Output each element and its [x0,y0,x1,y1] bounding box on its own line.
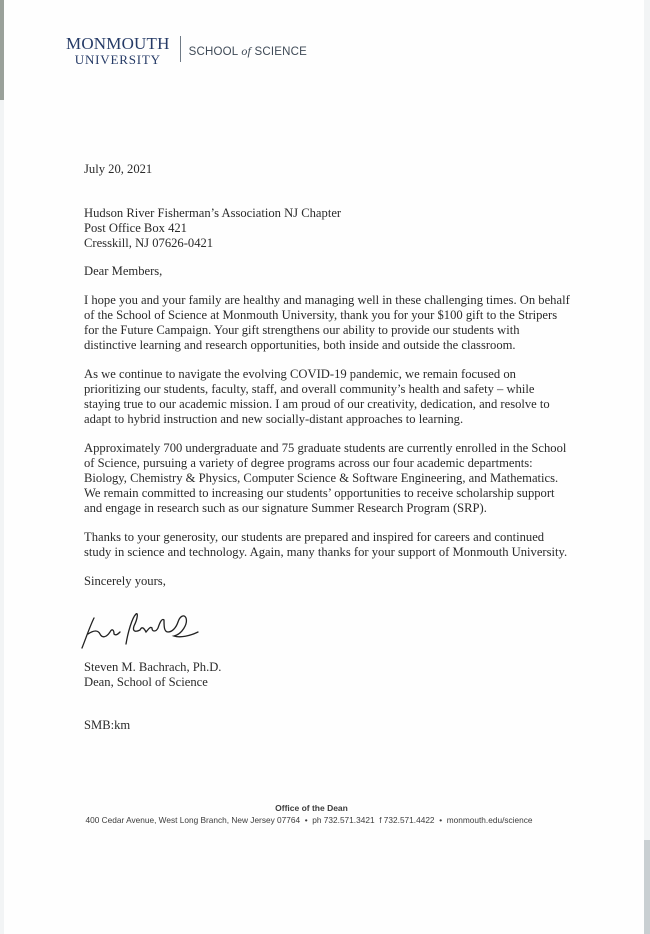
letter-footer [4,803,644,826]
footer-office: Office of the Dean [275,803,348,813]
paragraph-4 [84,530,567,560]
paragraph-line: study in science and technology. Again, many thanks for your support of Monmouth University. [84,545,568,559]
letterhead-divider [180,36,181,62]
signature-block [84,660,221,690]
reference-initials: SMB:km [84,718,131,732]
paragraph-line: staying true to our academic mission. I am proud of our creativity, dedication, and resolve to [84,397,550,411]
bullet-separator: • [439,815,443,825]
paragraph-line: Approximately 700 undergraduate and 75 graduate students are currently enrolled in the School [84,441,567,455]
recipient-line: Cresskill, NJ 07626-0421 [84,236,214,250]
paragraph-line: adapt to hybrid instruction and new socially-distant approaches to learning. [84,412,464,426]
school-prefix: SCHOOL [188,46,242,58]
paragraph-line: Biology, Chemistry & Physics, Computer Science & Software Engineering, and Mathematics. [84,471,559,485]
logo-university: UNIVERSITY [74,52,161,67]
paragraph-3 [84,441,566,516]
paragraph-line: As we continue to navigate the evolving COVID-19 pandemic, we remain focused on [84,367,516,381]
letter-page [4,0,644,934]
paragraph-line: prioritizing our students, faculty, staff, and overall community’s health and safety – while [84,382,535,396]
recipient-line: Hudson River Fisherman’s Association NJ Chapter [84,206,342,220]
logo-monmouth: MONMOUTH [66,34,170,53]
bullet-separator: • [304,815,308,825]
footer-website: monmouth.edu/science [446,815,533,825]
school-suffix: SCIENCE [251,46,308,58]
paragraph-1 [84,293,570,353]
recipient-address [84,206,341,251]
closing: Sincerely yours, [84,574,166,588]
recipient-line: Post Office Box 421 [84,221,187,235]
signer-title: Dean, School of Science [84,675,208,689]
signer-name: Steven M. Bachrach, Ph.D. [84,660,222,674]
footer-contact [0,814,644,826]
signature-image [80,608,200,650]
paragraph-line: distinctive learning and research opportunities, both inside and outside the classroom. [84,338,516,352]
university-logo [66,35,170,66]
paragraph-line: of Science, pursuing a variety of degree programs across our four academic departments: [84,456,533,470]
school-name [189,44,307,59]
paragraph-line: of the School of Science at Monmouth University, thank you for your $100 gift to the Stripers [84,308,558,322]
paragraph-line: We remain committed to increasing our students’ opportunities to receive scholarship support [84,486,555,500]
scan-edge-right [644,840,650,934]
paragraph-line: and engage in research such as our signature Summer Research Program (SRP). [84,501,487,515]
paragraph-line: I hope you and your family are healthy and managing well in these challenging times. On behalf [84,293,570,307]
footer-phone: ph 732.571.3421 [312,815,375,825]
school-of: of [241,44,252,58]
footer-fax: f 732.571.4422 [379,815,435,825]
letter-date: July 20, 2021 [84,162,153,176]
footer-address: 400 Cedar Avenue, West Long Branch, New Jersey 07764 [85,815,301,825]
paragraph-line: Thanks to your generosity, our students are prepared and inspired for careers and continued [84,530,545,544]
letterhead [66,35,307,66]
paragraph-2 [84,367,550,427]
salutation: Dear Members, [84,264,163,278]
paragraph-line: for the Future Campaign. Your gift strengthens our ability to provide our students with [84,323,520,337]
